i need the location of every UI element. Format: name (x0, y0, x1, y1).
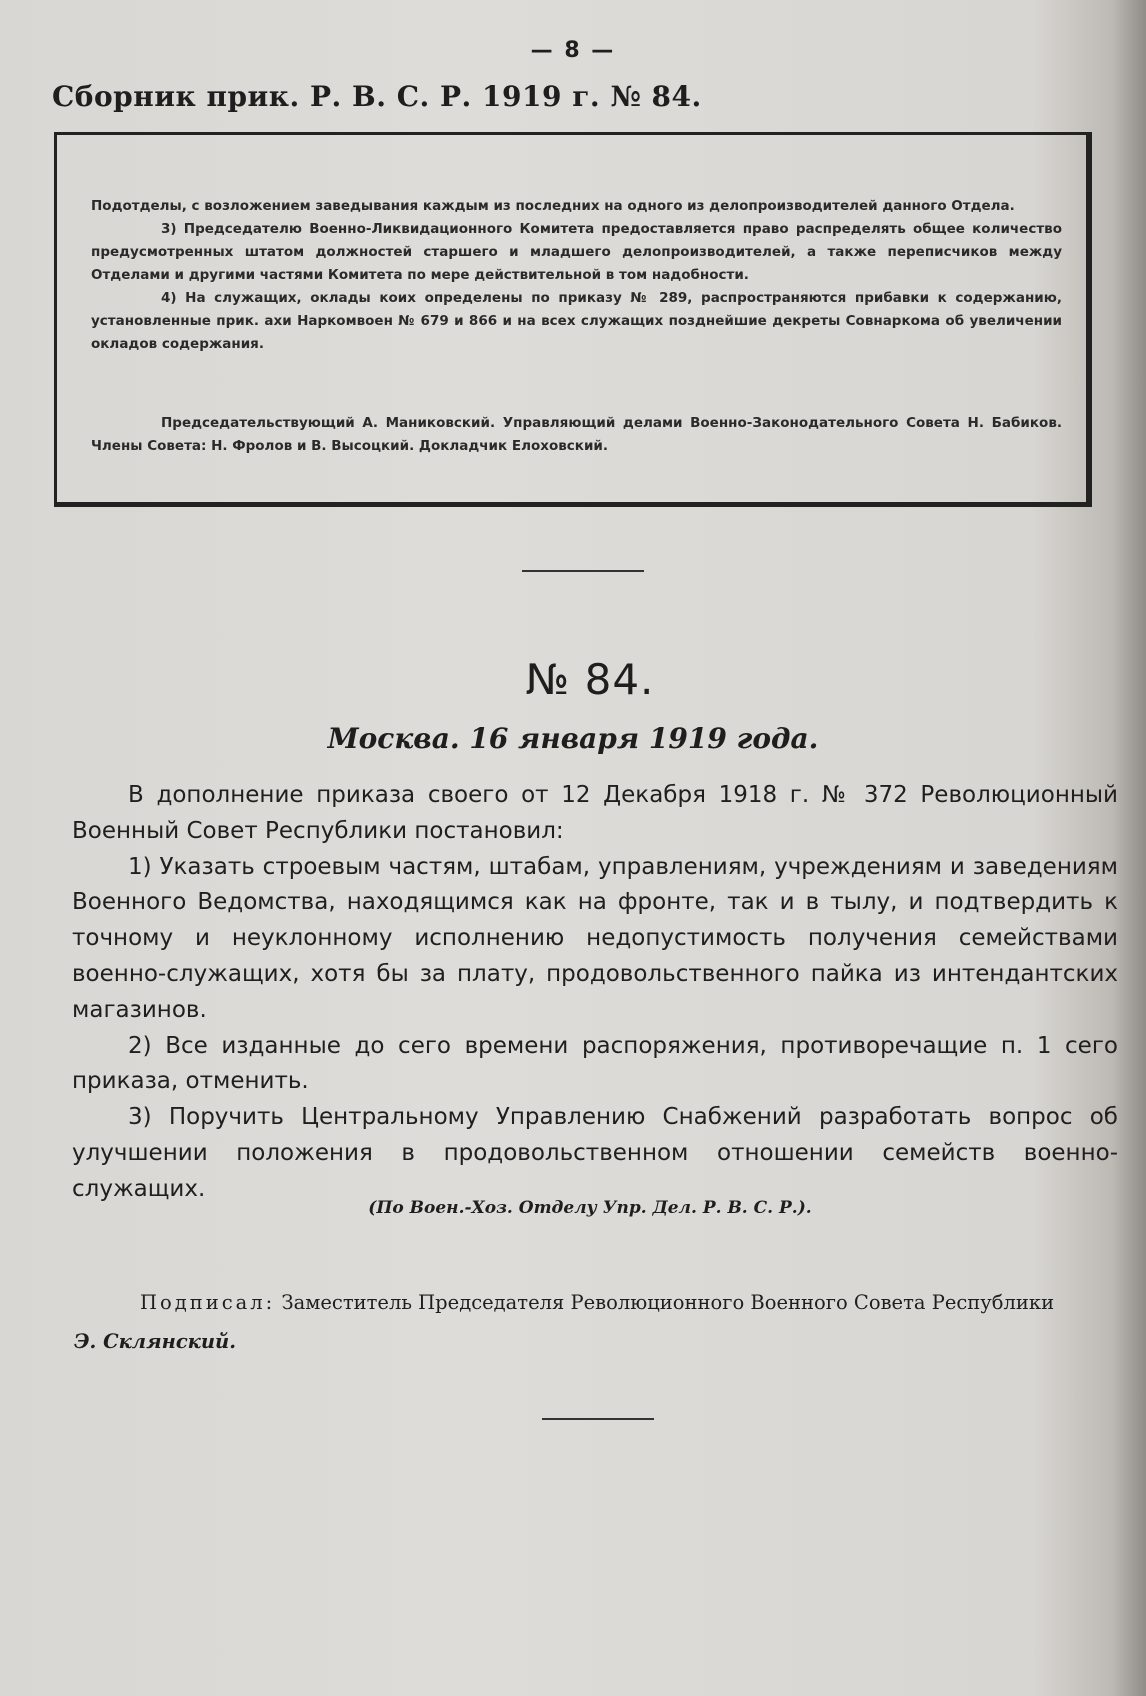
signature-block (74, 1283, 1118, 1361)
order-date: Москва. 16 января 1919 года. (327, 722, 819, 755)
source-note: (По Воен.-Хоз. Отделу Упр. Дел. Р. В. С. Р.). (368, 1198, 812, 1218)
boxed-paragraph: Подотделы, с возложением заведывания каждым из последних на одного из делопроизводителей данного Отдела. (91, 198, 1015, 214)
collection-title: Сборник прик. Р. В. С. Р. 1919 г. № 84. (52, 80, 702, 113)
order-number: № 84. (525, 655, 655, 704)
order-body (72, 778, 1118, 1208)
signed-lead: Подписал: (140, 1291, 276, 1314)
boxed-previous-order-section (54, 132, 1092, 507)
boxed-paragraph: 4) На служащих, оклады коих определены по приказу № 289, распространяются прибавки к содержанию, установленные прик. ахи Наркомвоен № 679 и 866 и на всех служащих позднейшие декреты Совнаркома об увеличении окладов содержания. (91, 290, 1062, 352)
boxed-signatories: Председательствующий А. Маниковский. Управляющий делами Военно-Законодательного Совета Н. Бабиков. Члены Совета: Н. Фролов и В. Высоцкий. Докладчик Елоховский. (91, 415, 1062, 454)
signed-title: Заместитель Председателя Революционного Военного Совета Республики (281, 1291, 1055, 1314)
order-paragraph: 3) Поручить Центральному Управлению Снабжений разработать вопрос об улучшении положения в продовольственном отношении семейств военно-служащих. (72, 1104, 1118, 1202)
section-divider (522, 570, 644, 572)
order-paragraph: В дополнение приказа своего от 12 Декабря 1918 г. № 372 Революционный Военный Совет Республики постановил: (72, 782, 1118, 844)
signed-name: Э. Склянский. (74, 1330, 237, 1353)
end-divider (542, 1418, 654, 1420)
order-paragraph: 2) Все изданные до сего времени распоряжения, противоречащие п. 1 сего приказа, отменить. (72, 1032, 1118, 1095)
page-number: — 8 — (530, 38, 616, 63)
boxed-text (91, 195, 1062, 458)
order-paragraph: 1) Указать строевым частям, штабам, управлениям, учреждениям и заведениям Военного Ведомства, находящимся как на фронте, так и в тылу, и подтвердить к точному и неуклонному исполнению недопустимость получения семействами военно-служащих, хотя бы за плату, продовольственного пайка из интендантских магазинов. (72, 853, 1118, 1023)
boxed-paragraph: 3) Председателю Военно-Ликвидационного Комитета предоставляется право распределять общее количество предусмотренных штатом должностей старшего и младшего делопроизводителей, а также переписчиков между Отделами и другими частями Комитета по мере действительной в том надобности. (91, 221, 1062, 283)
